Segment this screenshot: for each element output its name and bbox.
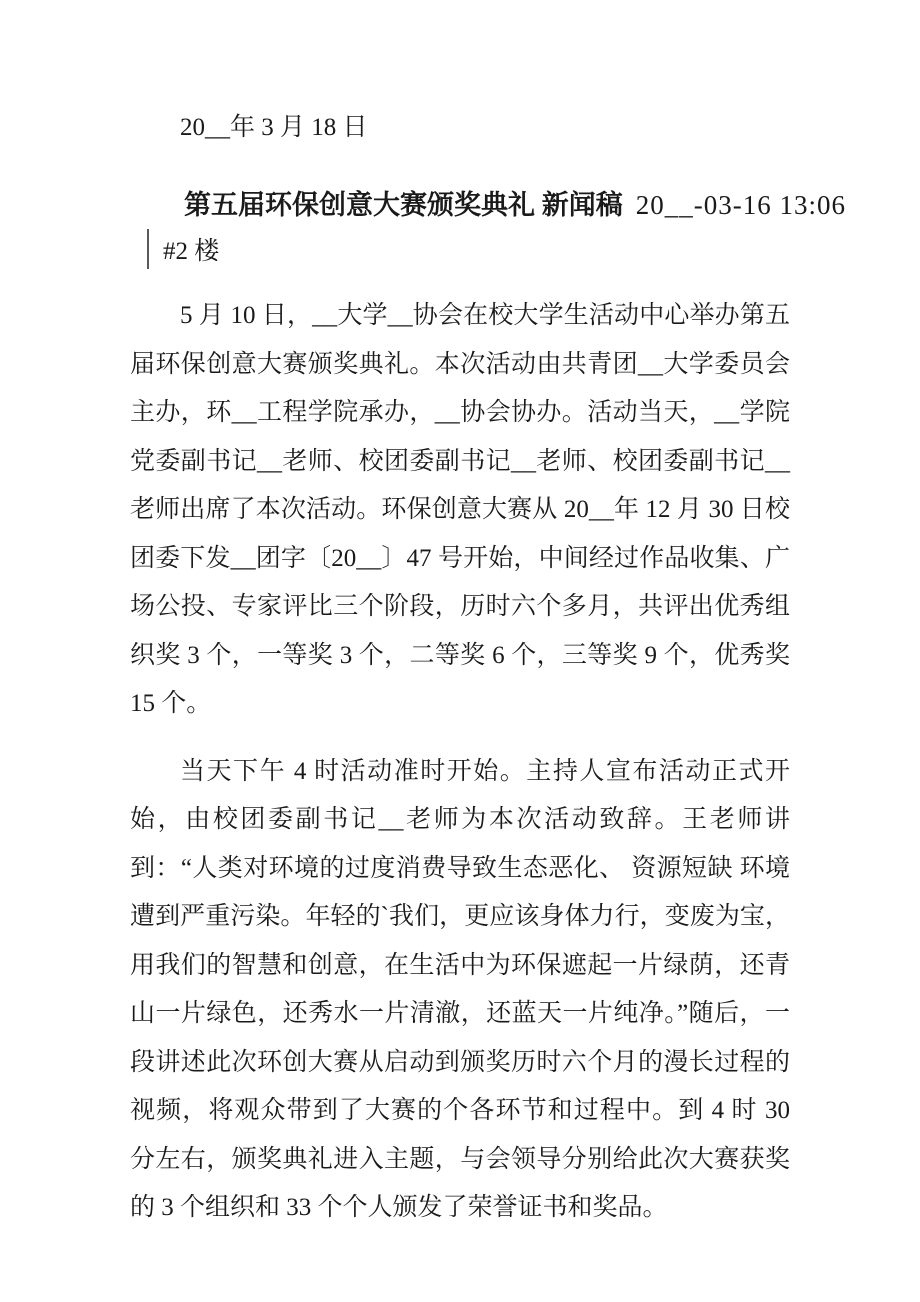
paragraph-ceremony-overview: 5 月 10 日，__大学__协会在校大学生活动中心举办第五届环保创意大赛颁奖典礼。本次活动由共青团__大学委员会主办，环__工程学院承办，__协会协办。活动当天，__学院党委副书记__老师、校团委副书记__老师、校团委副书记__老师出席了本次活动。环保创意大赛从 20__年 12 月 30 日校团委下发__团字〔20__〕47 号开始，中间经过作品收集、广场公投、专家评比三个阶段，历时六个多月，共评出优秀组织奖 3 个，一等奖 3 个，二等奖 6 个，三等奖 9 个，优秀奖 15 个。 — [130, 302, 790, 717]
quote-bar-divider — [147, 229, 149, 269]
date-line: 20__年 3 月 18 日 — [180, 114, 368, 141]
floor-label: #2 楼 — [163, 238, 220, 265]
post-title: 第五届环保创意大赛颁奖典礼 新闻稿 — [184, 190, 623, 220]
post-heading — [130, 181, 846, 229]
floor-line — [130, 225, 790, 273]
post-timestamp: 20__-03-16 13:06 — [635, 190, 846, 220]
paragraph-ceremony-details: 当天下午 4 时活动准时开始。主持人宣布活动正式开始，由校团委副书记__老师为本次活动致辞。王老师讲到：“人类对环境的过度消费导致生态恶化、 资源短缺 环境遭到严重污染。年轻的`我们，更应该身体力行，变废为宝，用我们的智慧和创意，在生活中为环保遮起一片绿荫，还青山一片绿色，还秀水一片清澈，还蓝天一片纯净。”随后，一段讲述此次环创大赛从启动到颁奖历时六个月的漫长过程的视频，将观众带到了大赛的个各环节和过程中。到 4 时 30 分左右，颁奖典礼进入主题，与会领导分别给此次大赛获奖的 3 个组织和 33 个个人颁发了荣誉证书和奖品。 — [130, 757, 790, 1221]
